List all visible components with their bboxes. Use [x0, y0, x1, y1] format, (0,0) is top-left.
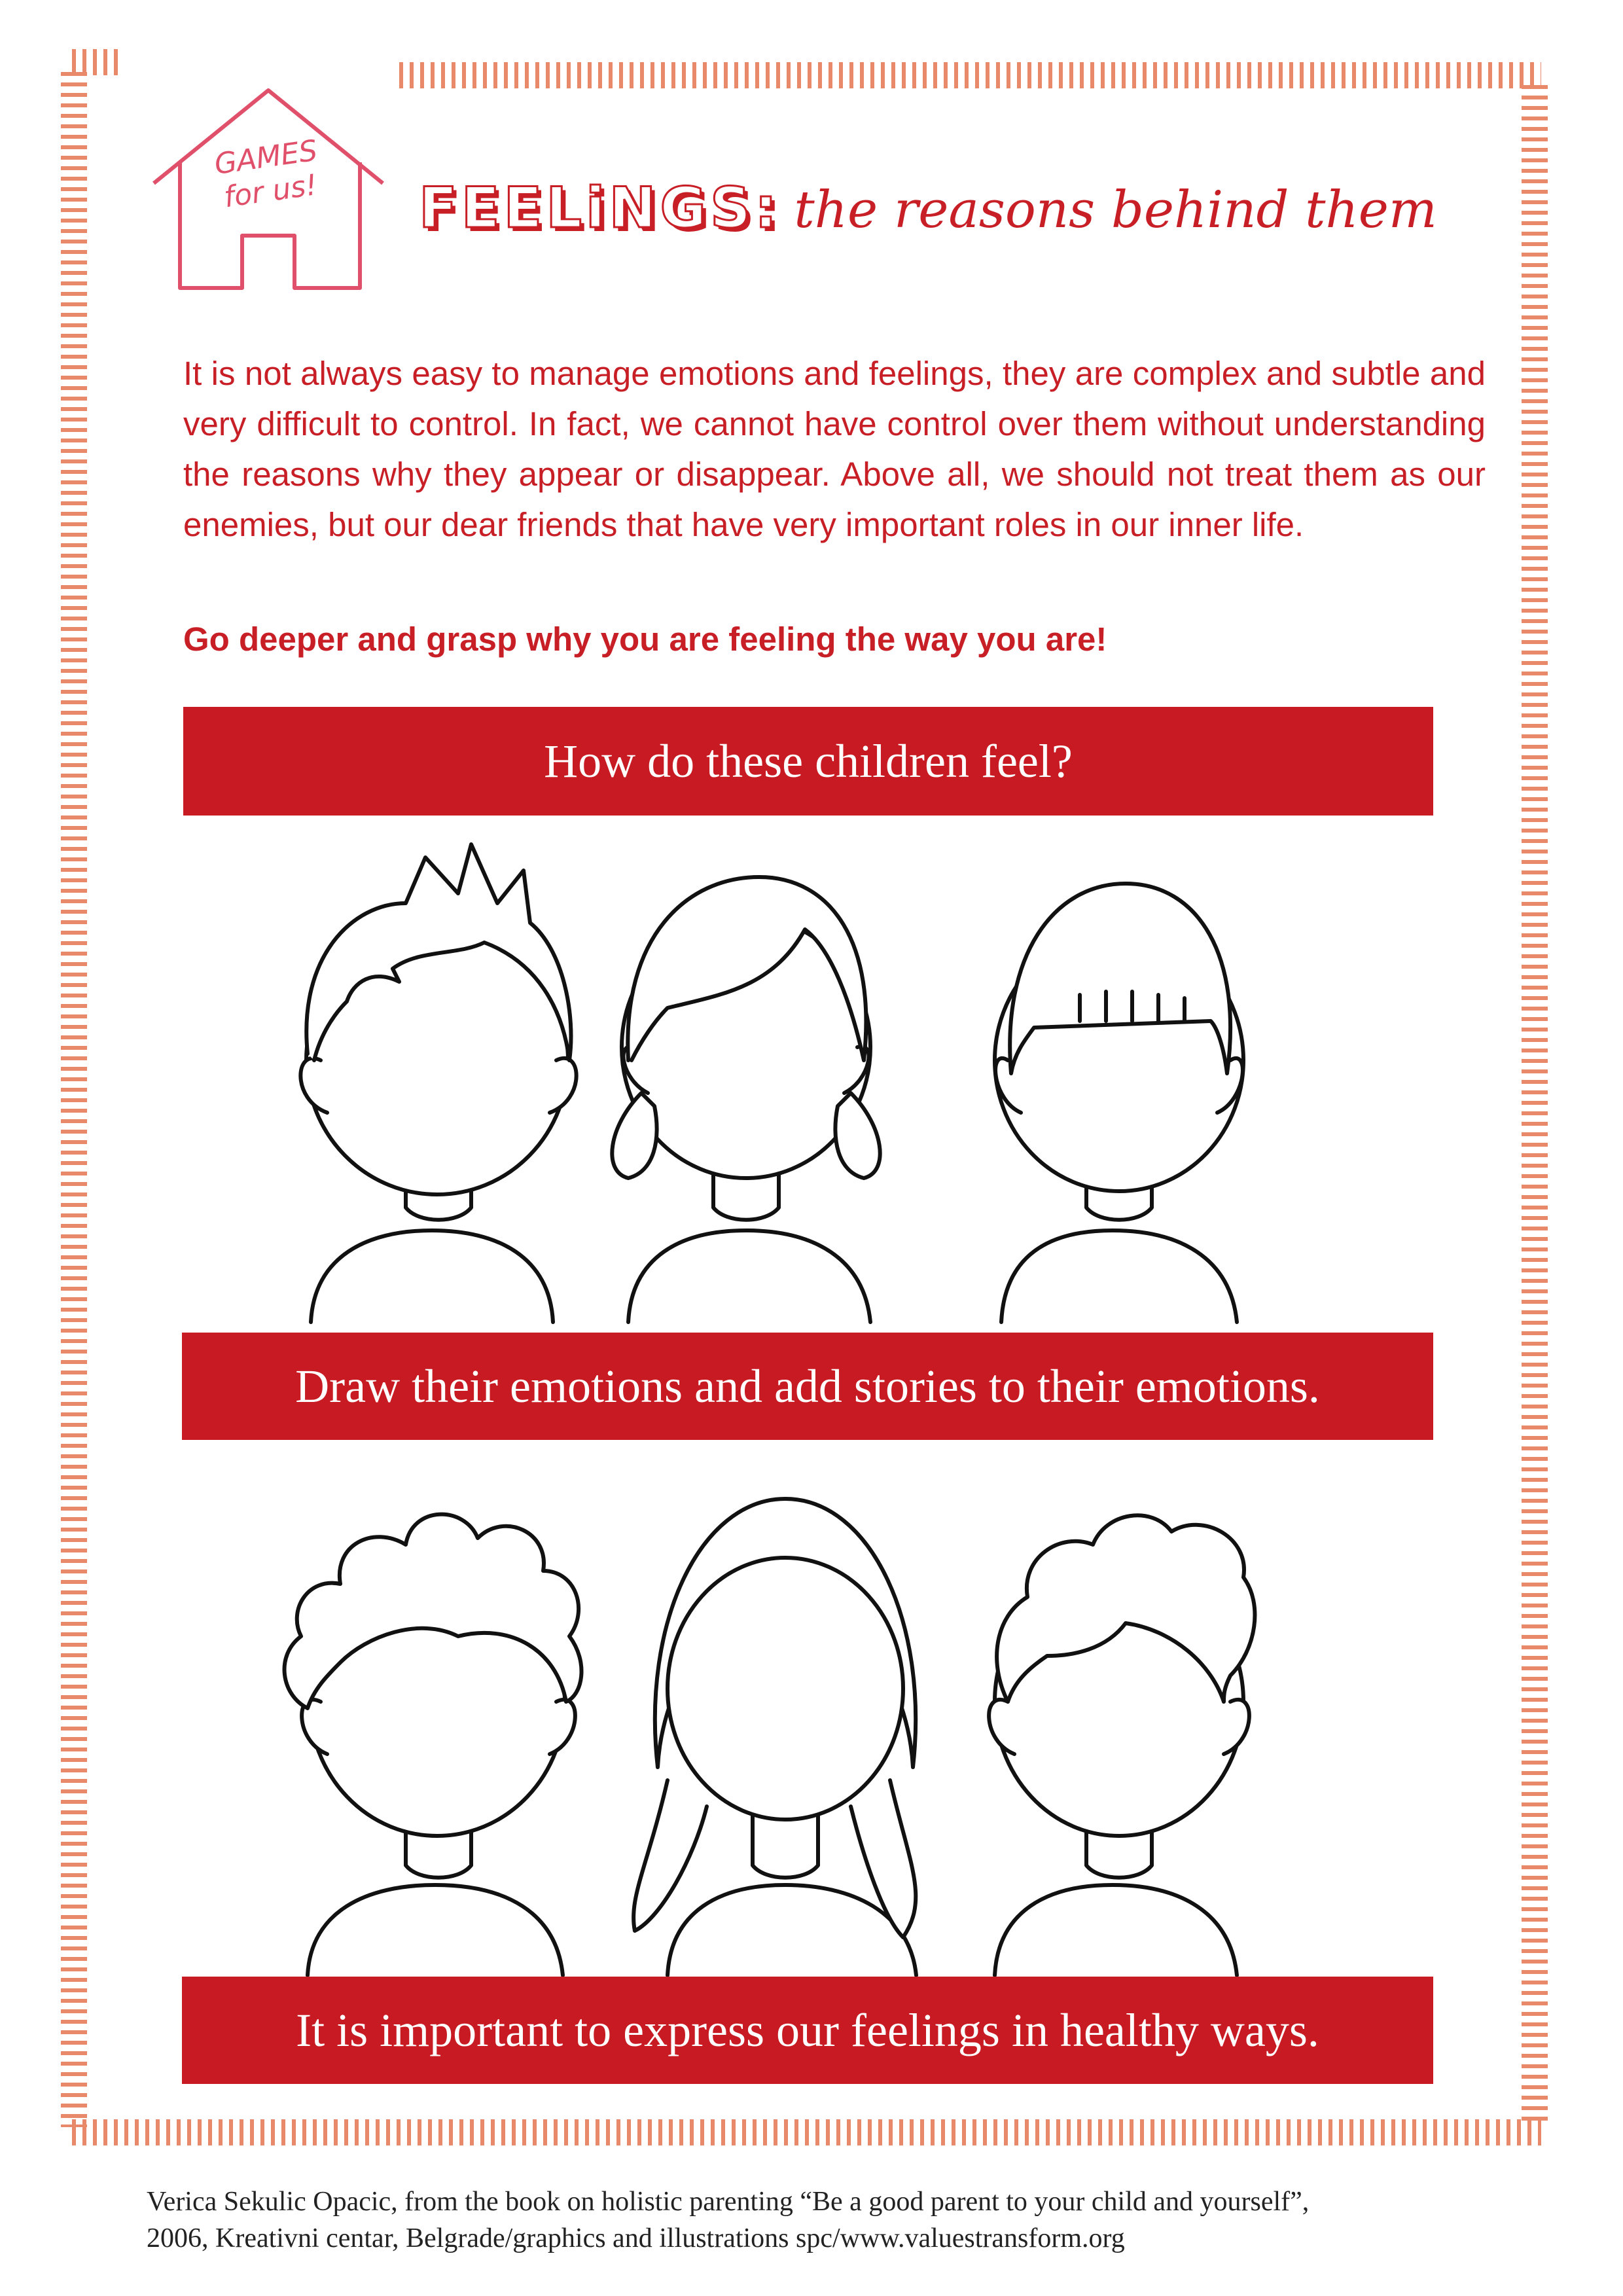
child-wavy-hair-drawing: [989, 1515, 1255, 1975]
instruction-banner: Draw their emotions and add stories to their emotions.: [182, 1333, 1433, 1440]
credit-line-2: 2006, Kreativni centar, Belgrade/graphics and illustrations spc/www.valuestransform.org: [147, 2223, 1125, 2253]
source-credit: [147, 2183, 1613, 2257]
title-main: FEELiNGS:: [419, 175, 781, 241]
child-bangs-drawing: [995, 884, 1243, 1322]
child-curly-hair-drawing: [285, 1515, 582, 1975]
child-spiky-hair-drawing: [300, 844, 576, 1322]
title-subtitle: the reasons behind them: [794, 181, 1437, 240]
emphasis-line: Go deeper and grasp why you are feeling the way you are!: [183, 620, 1107, 658]
intro-paragraph: It is not always easy to manage emotions and feelings, they are complex and subtle and very difficult to control. In fact, we cannot have control over them without understanding the reasons why they appear or disappear. Above all, we should not treat them as our enemies, but our dear friends that have very important roles in our inner life.: [183, 355, 1486, 543]
logo-line-1: GAMES: [212, 134, 320, 181]
credit-line-1: Verica Sekulic Opacic, from the book on holistic parenting “Be a good parent to your child and yourself”,: [147, 2187, 1310, 2217]
logo-line-2: for us!: [222, 168, 319, 215]
child-pigtails-drawing: [612, 877, 880, 1322]
child-long-hair-drawing: [633, 1499, 916, 1975]
closing-banner: It is important to express our feelings in healthy ways.: [182, 1977, 1433, 2084]
question-banner: How do these children feel?: [183, 707, 1433, 816]
